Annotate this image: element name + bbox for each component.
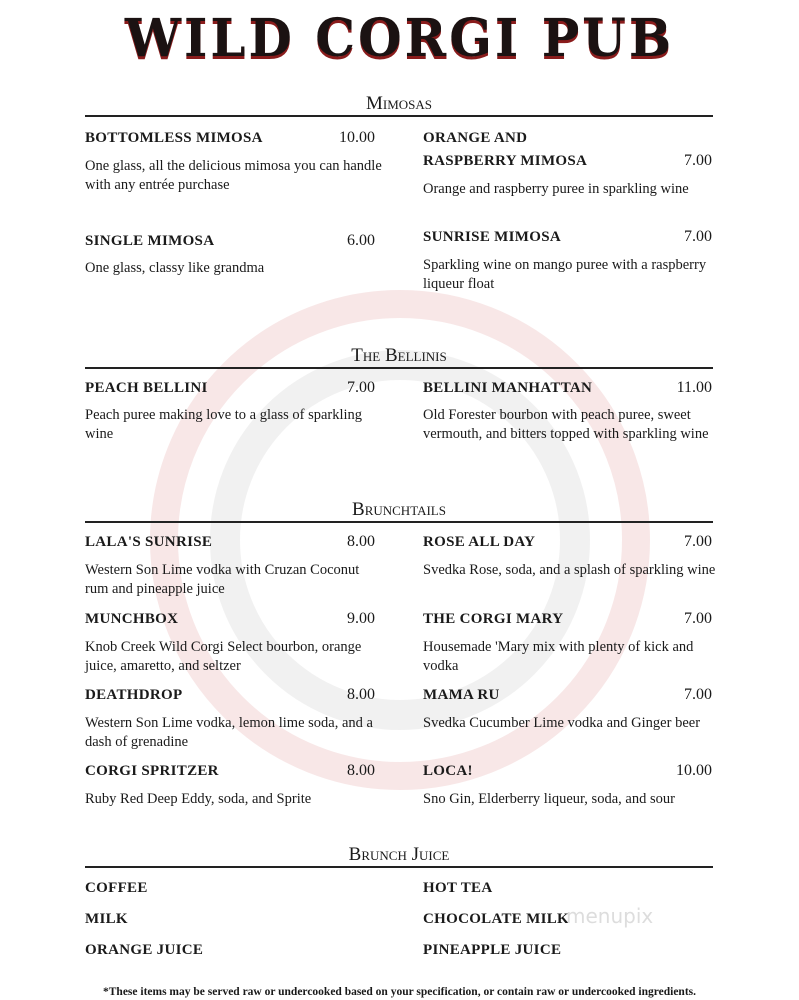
item-name: THE CORGI MARY — [423, 611, 564, 627]
item-price: 7.00 — [684, 228, 712, 245]
item-name: LOCA! — [423, 763, 473, 779]
item-name: PINEAPPLE JUICE — [423, 942, 562, 958]
section-header-3: Brunch Juice — [85, 845, 713, 868]
item-price: 8.00 — [347, 762, 375, 779]
item-description: Sno Gin, Elderberry liqueur, soda, and sour — [423, 791, 675, 807]
item-description: Western Son Lime vodka, lemon lime soda, and a dash of grenadine — [85, 715, 373, 750]
item-name: CORGI SPRITZER — [85, 763, 219, 779]
item-price: 7.00 — [684, 686, 712, 703]
item-price: 7.00 — [684, 533, 712, 550]
item-price: 10.00 — [676, 762, 712, 779]
item-name: ORANGE JUICE — [85, 942, 204, 958]
footer-disclaimer: *These items may be served raw or undercooked based on your specification, or contain raw or undercooked ingredients. — [103, 986, 696, 998]
item-name: LALA'S SUNRISE — [85, 534, 213, 550]
item-name: COFFEE — [85, 880, 148, 896]
item-name: BELLINI MANHATTAN — [423, 380, 593, 396]
item-description: Peach puree making love to a glass of sparkling wine — [85, 407, 363, 442]
item-name: MILK — [85, 911, 128, 927]
item-price: 7.00 — [684, 152, 712, 169]
item-name: ROSE ALL DAY — [423, 534, 536, 550]
section-header-1: The Bellinis — [85, 346, 713, 369]
item-price: 9.00 — [347, 610, 375, 627]
item-description: Sparkling wine on mango puree with a raspberry liqueur float — [423, 257, 707, 292]
item-name: BOTTOMLESS MIMOSA — [85, 130, 263, 146]
item-description: Ruby Red Deep Eddy, soda, and Sprite — [85, 791, 312, 807]
item-description: Knob Creek Wild Corgi Select bourbon, orange juice, amaretto, and seltzer — [85, 639, 362, 674]
item-name: MAMA RU — [423, 687, 500, 703]
item-name: SINGLE MIMOSA — [85, 233, 215, 249]
item-name-line2: RASPBERRY MIMOSA — [423, 153, 588, 169]
item-price: 7.00 — [347, 379, 375, 396]
item-description: Old Forester bourbon with peach puree, sweet vermouth, and bitters topped with sparkling wine — [423, 407, 709, 442]
page-title: WILD CORGI PUB — [124, 6, 675, 69]
item-price: 8.00 — [347, 533, 375, 550]
item-description: Western Son Lime vodka with Cruzan Coconut rum and pineapple juice — [85, 562, 360, 597]
item-price: 10.00 — [339, 129, 375, 146]
item-price: 11.00 — [676, 379, 712, 396]
item-name: PEACH BELLINI — [85, 380, 208, 396]
item-description: Svedka Rose, soda, and a splash of sparkling wine — [423, 562, 716, 578]
item-description: One glass, classy like grandma — [85, 260, 265, 276]
section-header-2: Brunchtails — [85, 500, 713, 523]
item-name: ORANGE AND — [423, 130, 528, 146]
item-description: Orange and raspberry puree in sparkling wine — [423, 181, 689, 197]
item-description: Housemade 'Mary mix with plenty of kick and vodka — [423, 639, 694, 674]
section-header-0: Mimosas — [85, 94, 713, 117]
item-name: SUNRISE MIMOSA — [423, 229, 561, 245]
watermark-text: menupix — [566, 904, 654, 928]
item-name: CHOCOLATE MILK — [423, 911, 570, 927]
item-name: DEATHDROP — [85, 687, 183, 703]
item-price: 6.00 — [347, 232, 375, 249]
item-name: HOT TEA — [423, 880, 493, 896]
item-description: Svedka Cucumber Lime vodka and Ginger beer — [423, 715, 701, 731]
item-name: MUNCHBOX — [85, 611, 179, 627]
item-price: 7.00 — [684, 610, 712, 627]
item-price: 8.00 — [347, 686, 375, 703]
item-description: One glass, all the delicious mimosa you can handle with any entrée purchase — [85, 158, 382, 193]
